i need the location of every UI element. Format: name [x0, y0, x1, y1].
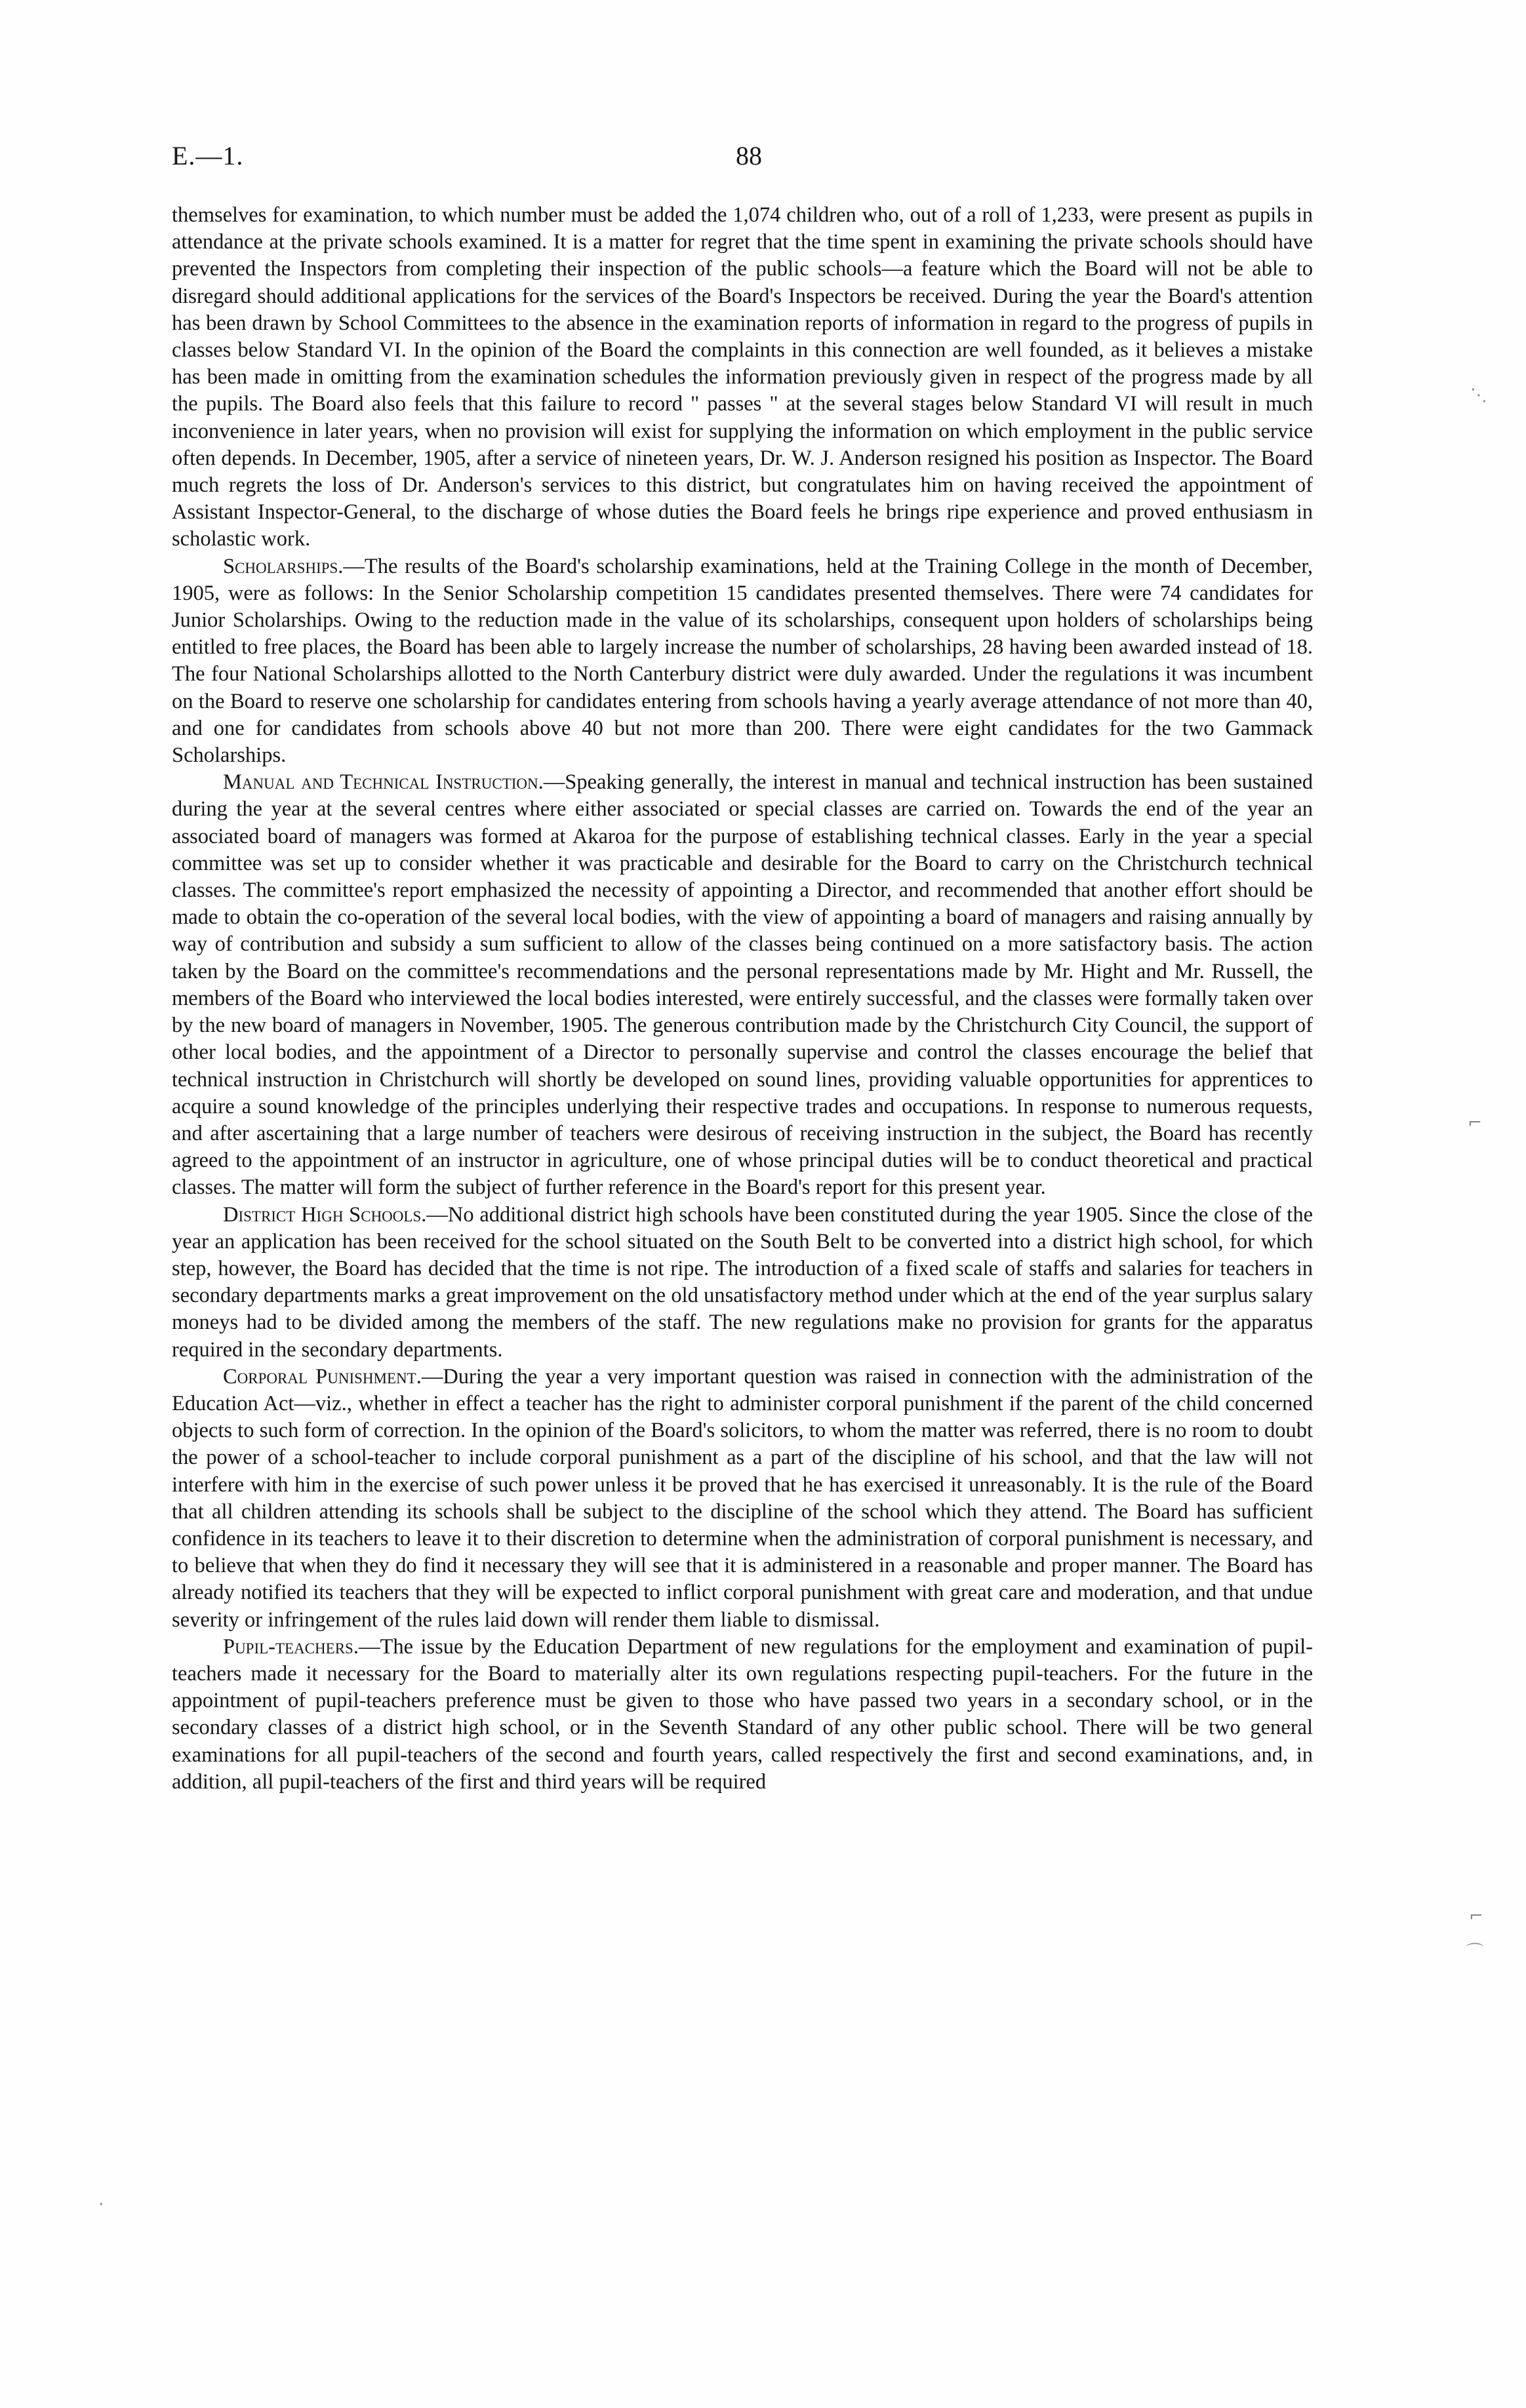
paragraph-scholarships — [172, 553, 1313, 770]
paragraph-corporal-punishment — [172, 1364, 1313, 1634]
section-heading-pupil-teachers: Pupil-teachers. — [223, 1634, 359, 1659]
section-heading-manual-technical: Manual and Technical Instruction. — [223, 770, 544, 795]
margin-speck: ⌐ — [1468, 1113, 1482, 1133]
paragraph-inspection-continued — [172, 202, 1313, 553]
paragraph-pupil-teachers — [172, 1634, 1313, 1796]
paragraph-text: —The issue by the Education Department of new regulations for the employment and examination of pupil-teachers made it necessary for the Board to materially alter its own regulations respecting pupil-teachers. For the future in the appointment of pupil-teachers preference must be given to those who have passed two years in a secondary school, or in the secondary classes of a district high school, or in the Seventh Standard of any other public school. There will be two general examinations for all pupil-teachers of the second and fourth years, called respectively the first and second examinations, and, in addition, all pupil-teachers of the first and third years will be required — [172, 1634, 1313, 1794]
paragraph-text: themselves for examination, to which number must be added the 1,074 children who, out of a roll of 1,233, were present as pupils in attendance at the private schools examined. It is a matter for regret that the time spent in examining the private schools should have prevented the Inspectors from completing their inspection of the public schools—a feature which the Board will not be able to disregard should additional applications for the services of the Board's Inspectors be received. During the year the Board's attention has been drawn by School Committees to the absence in the examination reports of information in regard to the progress of pupils in classes below Standard VI. In the opinion of the Board the complaints in this connection are well founded, as it believes a mistake has been made in omitting from the examination schedules the information previously given in respect of the progress made by all the pupils. The Board also feels that this failure to record " passes " at the several stages below Standard VI will result in much inconvenience in later years, when no provision will exist for supplying the information on which employment in the public service often depends. In December, 1905, after a service of nineteen years, Dr. W. J. Anderson resigned his position as Inspector. The Board much regrets the loss of Dr. Anderson's services to this district, but congratulates him on having received the appointment of Assistant Inspector-General, to the discharge of whose duties the Board feels he brings ripe experience and proved enthusiasm in scholastic work. — [172, 203, 1313, 551]
margin-speck: ⌒ — [1466, 1943, 1484, 1962]
page-header — [172, 140, 1313, 180]
section-heading-scholarships: Scholarships. — [223, 554, 344, 578]
document-reference: E.—1. — [172, 141, 244, 170]
margin-speck: ⌐ — [1469, 1906, 1483, 1926]
body-text — [172, 202, 1313, 1796]
paragraph-text: —The results of the Board's scholarship examinations, held at the Training College in the month of December, 1905, were as follows: In the Senior Scholarship competition 15 candidates presented themselves. There were 74 candidates for Junior Scholarships. Owing to the reduction made in the value of its scholarships, consequent upon holders of scholarships being entitled to free places, the Board has been able to largely increase the number of scholarships, 28 having been awarded instead of 18. The four National Scholarships allotted to the North Canterbury district were duly awarded. Under the regulations it was incumbent on the Board to reserve one scholarship for candidates entering from schools having a yearly average attendance of not more than 40, and one for candidates from schools above 40 but not more than 200. There were eight candidates for the two Gammack Scholarships. — [172, 554, 1313, 768]
page-number: 88 — [736, 141, 762, 170]
section-heading-corporal-punishment: Corporal Punishment. — [223, 1364, 422, 1389]
paragraph-district-high-schools — [172, 1202, 1313, 1364]
section-heading-district-high-schools: District High Schools. — [223, 1202, 427, 1227]
paragraph-text: —During the year a very important question was raised in connection with the administration of the Education Act—viz., whether in effect a teacher has the right to administer corporal punishment if the parent of the child concerned objects to such form of correction. In the opinion of the Board's solicitors, to whom the matter was referred, there is no room to doubt the power of a school-teacher to include corporal punishment as a part of the discipline of his school, and that the law will not interfere with him in the exercise of such power unless it be proved that he has exercised it unreasonably. It is the rule of the Board that all children attending its schools shall be subject to the discipline of the school which they attend. The Board has sufficient confidence in its teachers to leave it to their discretion to determine when the administration of corporal punishment is necessary, and to believe that when they do find it necessary they will see that it is administered in a reasonable and proper manner. The Board has already notified its teachers that they will be expected to inflict corporal punishment with great care and moderation, and that undue severity or infringement of the rules laid down will render them liable to dismissal. — [172, 1364, 1314, 1632]
margin-speck: · — [98, 2195, 104, 2215]
paragraph-text: —Speaking generally, the interest in manual and technical instruction has been sustained during the year at the several centres where either associated or special classes are carried on. Towards the end of the year an associated board of managers was formed at Akaroa for the purpose of establishing technical classes. Early in the year a special committee was set up to consider whether it was practicable and desirable for the Board to carry on the Christchurch technical classes. The committee's report emphasized the necessity of appointing a Director, and recommended that another effort should be made to obtain the co-operation of the several local bodies, with the view of appointing a board of managers and raising annually by way of contribution and subsidy a sum sufficient to allow of the classes being continued on a more satisfactory basis. The action taken by the Board on the committee's recommendations and the personal representations made by Mr. Hight and Mr. Russell, the members of the Board who interviewed the local bodies interested, were entirely successful, and the classes were formally taken over by the new board of managers in November, 1905. The generous contribution made by the Christchurch City Council, the support of other local bodies, and the appointment of a Director to personally supervise and control the classes encourage the belief that technical instruction in Christchurch will shortly be developed on sound lines, providing valuable opportunities for apprentices to acquire a sound knowledge of the principles underlying their respective trades and occupations. In response to numerous requests, and after ascertaining that a large number of teachers were desirous of receiving instruction in the subject, the Board has recently agreed to the appointment of an instructor in agriculture, one of whose principal duties will be to conduct theoretical and practical classes. The matter will form the subject of further reference in the Board's report for this present year. — [172, 770, 1313, 1200]
paragraph-manual-technical — [172, 769, 1313, 1201]
paragraph-text: —No additional district high schools have been constituted during the year 1905. Since the close of the year an application has been received for the school situated on the South Belt to be converted into a district high school, for which step, however, the Board has decided that the time is not ripe. The introduction of a fixed scale of staffs and salaries for teachers in secondary departments marks a great improvement on the old unsatisfactory method under which at the end of the year surplus salary moneys had to be divided among the members of the staff. The new regulations make no provision for grants for the apparatus required in the secondary departments. — [172, 1202, 1314, 1362]
margin-speck: ⋱ — [1470, 385, 1487, 405]
